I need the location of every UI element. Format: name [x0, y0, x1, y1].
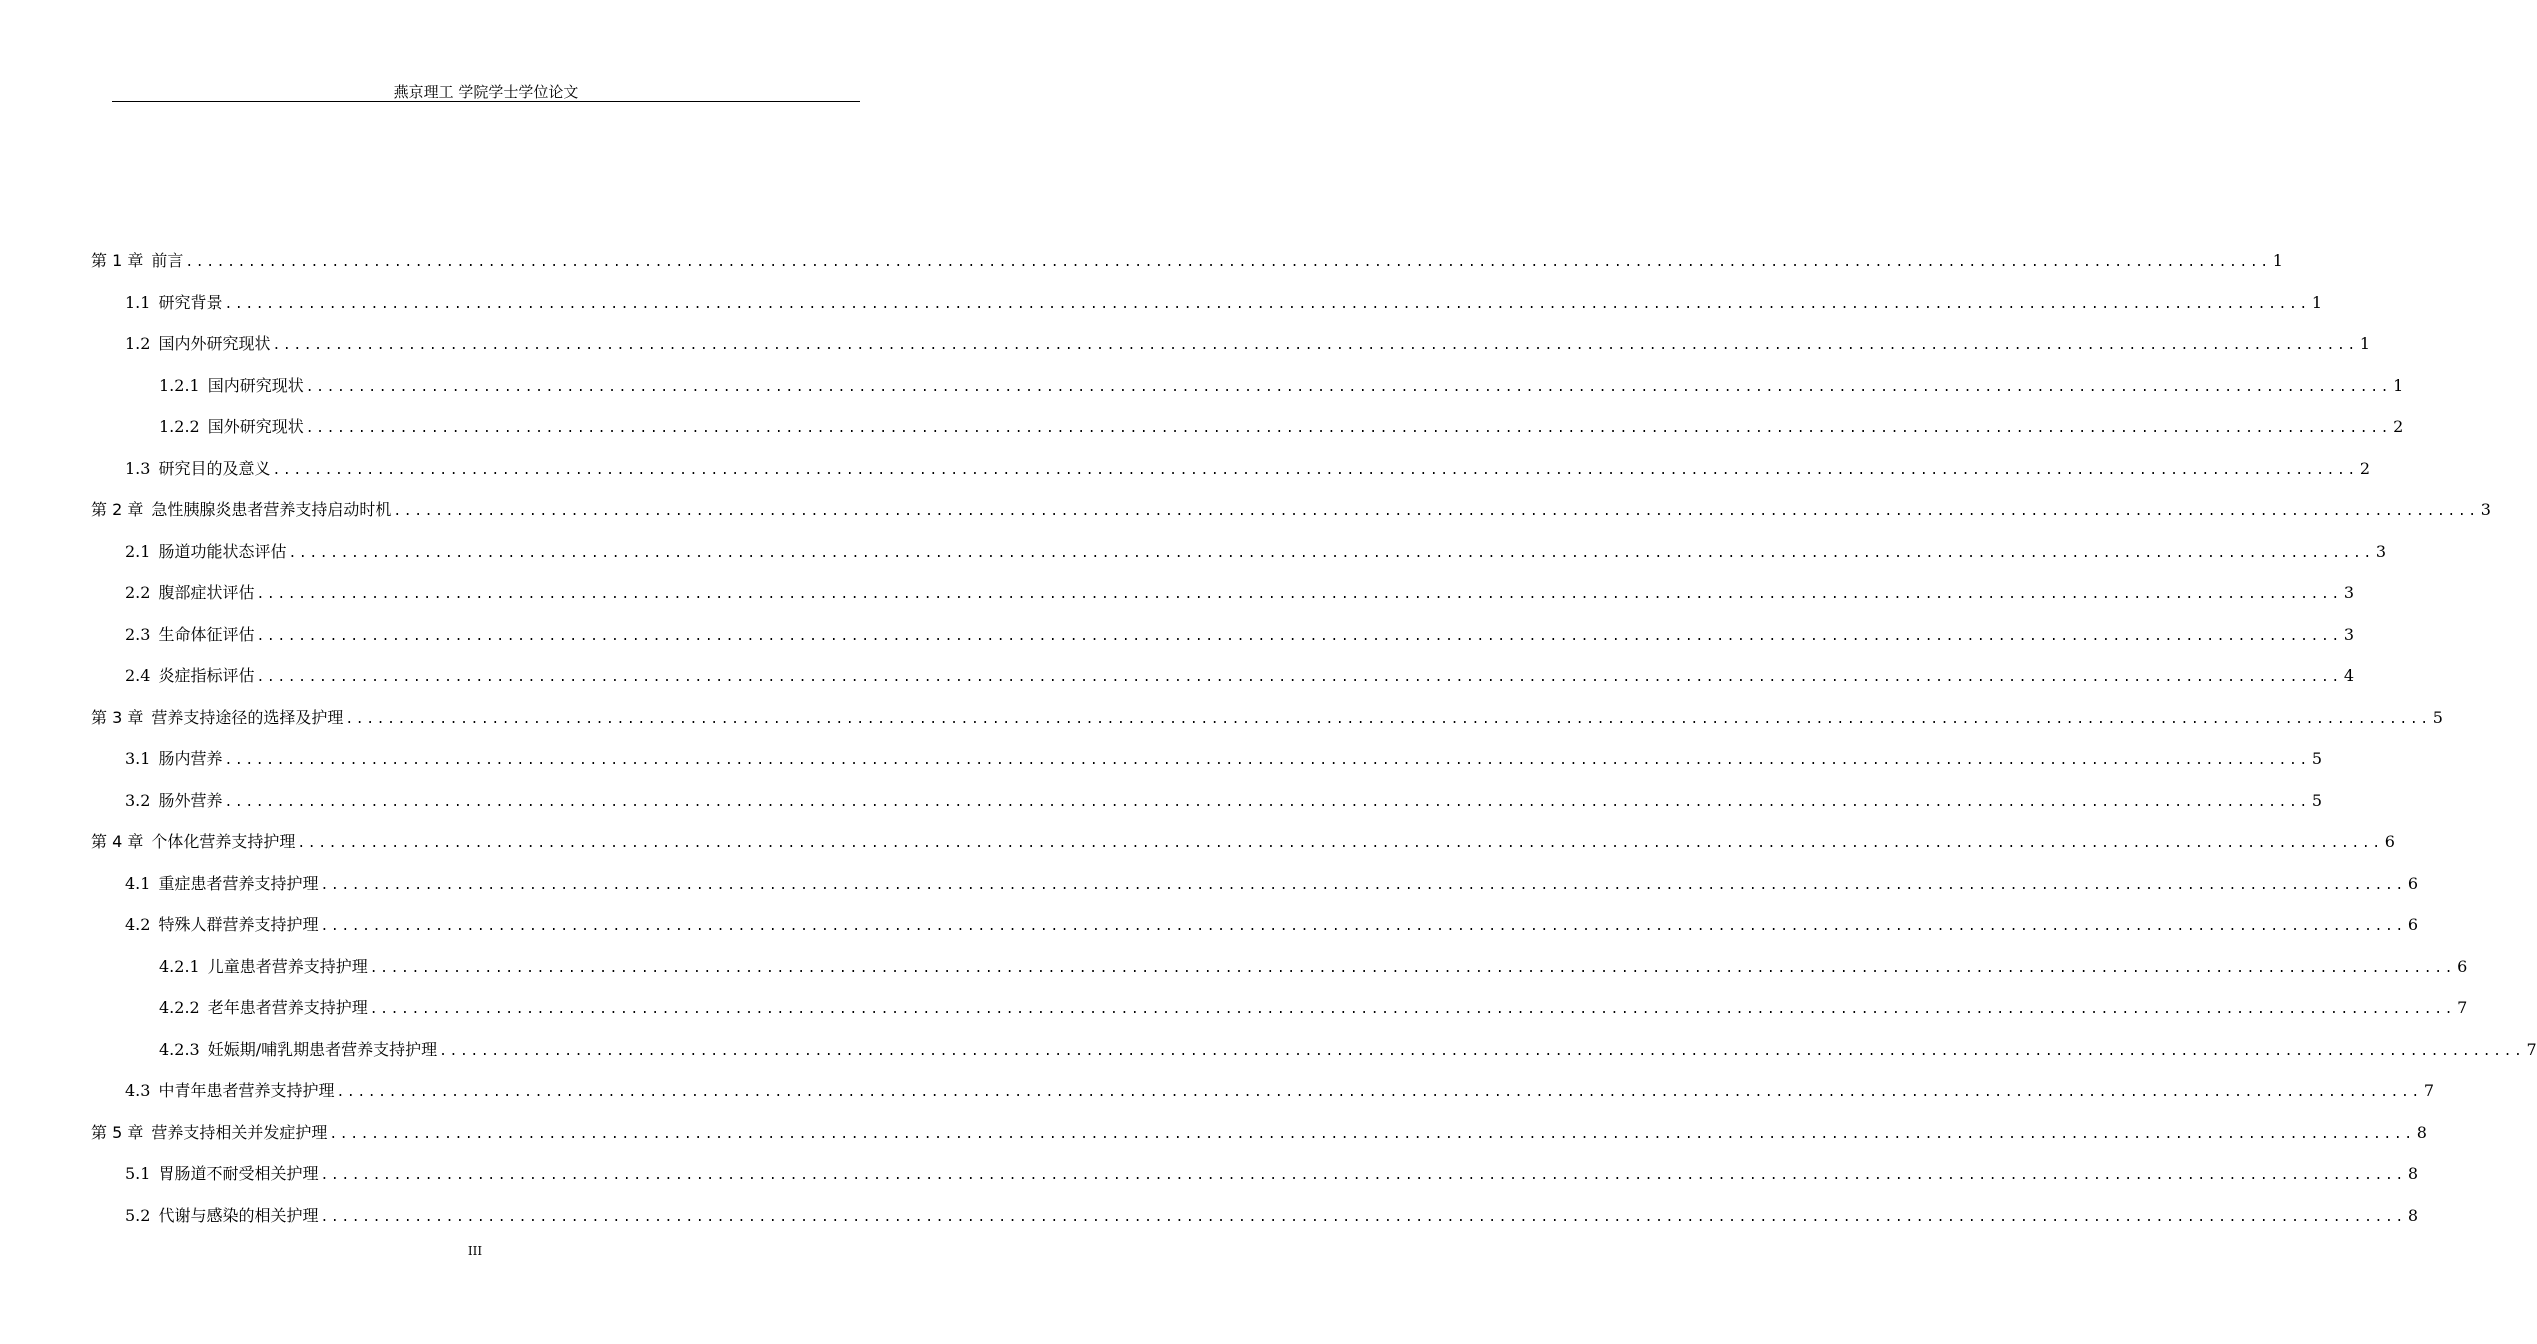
toc-entry-label — [125, 580, 256, 606]
toc-leader-dots: ........................................................................................................................................................................................................ — [320, 919, 2406, 934]
toc-entry-page: 2 — [2393, 417, 2404, 436]
toc-entry-title: 个体化营养支持护理 — [151, 832, 296, 851]
toc-entry-label — [125, 539, 288, 565]
toc-entry-page: 3 — [2375, 542, 2386, 561]
toc-entry-label — [125, 456, 272, 482]
toc-entry-number: 4.2.2 — [159, 998, 200, 1017]
toc-leader-dots: ........................................................................................................................................................................................................ — [288, 546, 2374, 561]
toc-entry-label — [125, 1203, 320, 1229]
toc-entry-title: 炎症指标评估 — [158, 666, 255, 685]
toc-entry-number: 4.1 — [125, 874, 151, 893]
page-header: 燕京理工 学院学士学位论文 — [393, 83, 579, 101]
toc-entry-number: 3.2 — [125, 791, 151, 810]
toc-chapter-entry[interactable] — [91, 248, 2283, 274]
toc-entry-title: 生命体征评估 — [158, 625, 255, 644]
toc-entry-label — [91, 829, 297, 855]
toc-leader-dots: ........................................................................................................................................................................................................ — [185, 255, 2271, 270]
toc-entry-title: 腹部症状评估 — [158, 583, 255, 602]
toc-entry-page: 2 — [2359, 459, 2370, 478]
toc-section-entry[interactable] — [159, 414, 2404, 440]
toc-entry-title: 妊娠期/哺乳期患者营养支持护理 — [207, 1040, 438, 1059]
toc-leader-dots: ........................................................................................................................................................................................................ — [329, 1127, 2415, 1142]
toc-entry-number: 1.1 — [125, 293, 151, 312]
toc-entry-number: 1.2.1 — [159, 376, 200, 395]
toc-entry-number: 4.3 — [125, 1081, 151, 1100]
toc-entry-title: 肠外营养 — [158, 791, 223, 810]
toc-entry-number: 3.1 — [125, 749, 151, 768]
toc-entry-label — [125, 331, 272, 357]
toc-entry-page: 3 — [2343, 625, 2354, 644]
toc-entry-title: 老年患者营养支持护理 — [207, 998, 368, 1017]
toc-entry-label — [91, 248, 185, 274]
toc-leader-dots: ........................................................................................................................................................................................................ — [369, 961, 2456, 976]
toc-leader-dots: ........................................................................................................................................................................................................ — [393, 504, 2479, 519]
toc-leader-dots: ........................................................................................................................................................................................................ — [345, 712, 2431, 727]
toc-entry-title: 特殊人群营养支持护理 — [158, 915, 319, 934]
toc-entry-page: 3 — [2343, 583, 2354, 602]
toc-entry-label — [125, 663, 256, 689]
toc-entry-page: 6 — [2407, 874, 2418, 893]
toc-leader-dots: ........................................................................................................................................................................................................ — [320, 878, 2406, 893]
page-number: III — [467, 1244, 483, 1258]
toc-entry-number: 第 4 章 — [91, 832, 144, 851]
toc-entry-page: 5 — [2311, 749, 2322, 768]
toc-entry-page: 7 — [2526, 1040, 2537, 1059]
toc-leader-dots: ........................................................................................................................................................................................................ — [224, 297, 2310, 312]
toc-entry-page: 3 — [2480, 500, 2491, 519]
toc-leader-dots: ........................................................................................................................................................................................................ — [320, 1168, 2406, 1183]
toc-entry-label — [91, 1120, 329, 1146]
toc-section-entry[interactable] — [125, 580, 2354, 606]
toc-section-entry[interactable] — [159, 1037, 2537, 1063]
toc-entry-label — [125, 1078, 336, 1104]
toc-section-entry[interactable] — [125, 746, 2322, 772]
toc-entry-label — [159, 995, 370, 1021]
toc-entry-number: 2.2 — [125, 583, 151, 602]
toc-entry-page: 6 — [2457, 957, 2468, 976]
toc-entry-title: 国内研究现状 — [207, 376, 304, 395]
toc-section-entry[interactable] — [125, 1078, 2434, 1104]
toc-entry-title: 国内外研究现状 — [158, 334, 271, 353]
toc-entry-label — [91, 705, 345, 731]
toc-entry-title: 国外研究现状 — [207, 417, 304, 436]
toc-section-entry[interactable] — [125, 788, 2322, 814]
toc-entry-title: 胃肠道不耐受相关护理 — [158, 1164, 319, 1183]
toc-entry-title: 研究背景 — [158, 293, 223, 312]
toc-section-entry[interactable] — [125, 456, 2370, 482]
toc-entry-label — [159, 954, 370, 980]
toc-section-entry[interactable] — [125, 331, 2370, 357]
toc-entry-page: 1 — [2311, 293, 2322, 312]
toc-leader-dots: ........................................................................................................................................................................................................ — [320, 1210, 2406, 1225]
toc-entry-page: 8 — [2416, 1123, 2427, 1142]
toc-entry-title: 儿童患者营养支持护理 — [207, 957, 368, 976]
toc-entry-title: 营养支持相关并发症护理 — [151, 1123, 328, 1142]
toc-section-entry[interactable] — [125, 622, 2354, 648]
toc-entry-number: 1.2 — [125, 334, 151, 353]
toc-entry-page: 8 — [2407, 1164, 2418, 1183]
toc-entry-number: 5.1 — [125, 1164, 151, 1183]
toc-entry-label — [125, 912, 320, 938]
toc-entry-title: 肠内营养 — [158, 749, 223, 768]
toc-entry-page: 8 — [2407, 1206, 2418, 1225]
toc-entry-title: 代谢与感染的相关护理 — [158, 1206, 319, 1225]
toc-entry-label — [159, 373, 306, 399]
toc-entry-title: 营养支持途径的选择及护理 — [151, 708, 344, 727]
toc-entry-label — [125, 871, 320, 897]
toc-section-entry[interactable] — [125, 663, 2354, 689]
toc-entry-title: 研究目的及意义 — [158, 459, 271, 478]
toc-section-entry[interactable] — [125, 871, 2418, 897]
toc-leader-dots: ........................................................................................................................................................................................................ — [305, 380, 2392, 395]
toc-leader-dots: ........................................................................................................................................................................................................ — [256, 587, 2342, 602]
toc-entry-page: 6 — [2384, 832, 2395, 851]
toc-leader-dots: ........................................................................................................................................................................................................ — [336, 1085, 2422, 1100]
toc-entry-number: 1.2.2 — [159, 417, 200, 436]
toc-entry-label — [125, 746, 224, 772]
toc-chapter-entry[interactable] — [91, 497, 2491, 523]
toc-entry-page: 1 — [2272, 251, 2283, 270]
toc-section-entry[interactable] — [125, 1161, 2418, 1187]
toc-entry-number: 第 5 章 — [91, 1123, 144, 1142]
toc-entry-label — [125, 622, 256, 648]
toc-entry-number: 4.2.3 — [159, 1040, 200, 1059]
toc-entry-number: 第 3 章 — [91, 708, 144, 727]
toc-entry-page: 5 — [2311, 791, 2322, 810]
toc-leader-dots: ........................................................................................................................................................................................................ — [297, 836, 2383, 851]
toc-leader-dots: ........................................................................................................................................................................................................ — [305, 421, 2392, 436]
toc-entry-number: 2.4 — [125, 666, 151, 685]
toc-chapter-entry[interactable] — [91, 705, 2443, 731]
toc-entry-title: 前言 — [151, 251, 184, 270]
toc-entry-page: 4 — [2343, 666, 2354, 685]
toc-entry-label — [159, 1037, 439, 1063]
toc-entry-label — [125, 290, 224, 316]
toc-entry-number: 4.2 — [125, 915, 151, 934]
toc-entry-number: 4.2.1 — [159, 957, 200, 976]
toc-entry-label — [125, 1161, 320, 1187]
toc-section-entry[interactable] — [159, 373, 2404, 399]
toc-entry-title: 肠道功能状态评估 — [158, 542, 287, 561]
toc-entry-number: 2.1 — [125, 542, 151, 561]
toc-section-entry[interactable] — [125, 539, 2386, 565]
toc-leader-dots: ........................................................................................................................................................................................................ — [439, 1044, 2525, 1059]
toc-entry-label — [159, 414, 306, 440]
toc-entry-page: 7 — [2457, 998, 2468, 1017]
toc-section-entry[interactable] — [125, 912, 2418, 938]
toc-entry-label — [125, 788, 224, 814]
toc-entry-number: 5.2 — [125, 1206, 151, 1225]
toc-chapter-entry[interactable] — [91, 829, 2395, 855]
toc-entry-number: 第 2 章 — [91, 500, 144, 519]
toc-leader-dots: ........................................................................................................................................................................................................ — [256, 629, 2342, 644]
toc-entry-number: 1.3 — [125, 459, 151, 478]
toc-entry-page: 1 — [2393, 376, 2404, 395]
toc-section-entry[interactable] — [159, 954, 2468, 980]
toc-leader-dots: ........................................................................................................................................................................................................ — [224, 753, 2310, 768]
toc-leader-dots: ........................................................................................................................................................................................................ — [369, 1002, 2456, 1017]
toc-entry-number: 第 1 章 — [91, 251, 144, 270]
toc-section-entry[interactable] — [159, 995, 2468, 1021]
toc-leader-dots: ........................................................................................................................................................................................................ — [224, 795, 2310, 810]
toc-entry-page: 6 — [2407, 915, 2418, 934]
toc-entry-title: 中青年患者营养支持护理 — [158, 1081, 335, 1100]
toc-leader-dots: ........................................................................................................................................................................................................ — [272, 338, 2358, 353]
toc-entry-title: 重症患者营养支持护理 — [158, 874, 319, 893]
toc-entry-page: 5 — [2432, 708, 2443, 727]
toc-entry-title: 急性胰腺炎患者营养支持启动时机 — [151, 500, 392, 519]
toc-chapter-entry[interactable] — [91, 1120, 2427, 1146]
toc-leader-dots: ........................................................................................................................................................................................................ — [256, 670, 2342, 685]
toc-entry-page: 7 — [2423, 1081, 2434, 1100]
toc-entry-number: 2.3 — [125, 625, 151, 644]
toc-section-entry[interactable] — [125, 1203, 2418, 1229]
toc-leader-dots: ........................................................................................................................................................................................................ — [272, 463, 2358, 478]
toc-section-entry[interactable] — [125, 290, 2322, 316]
toc-entry-label — [91, 497, 393, 523]
toc-entry-page: 1 — [2359, 334, 2370, 353]
